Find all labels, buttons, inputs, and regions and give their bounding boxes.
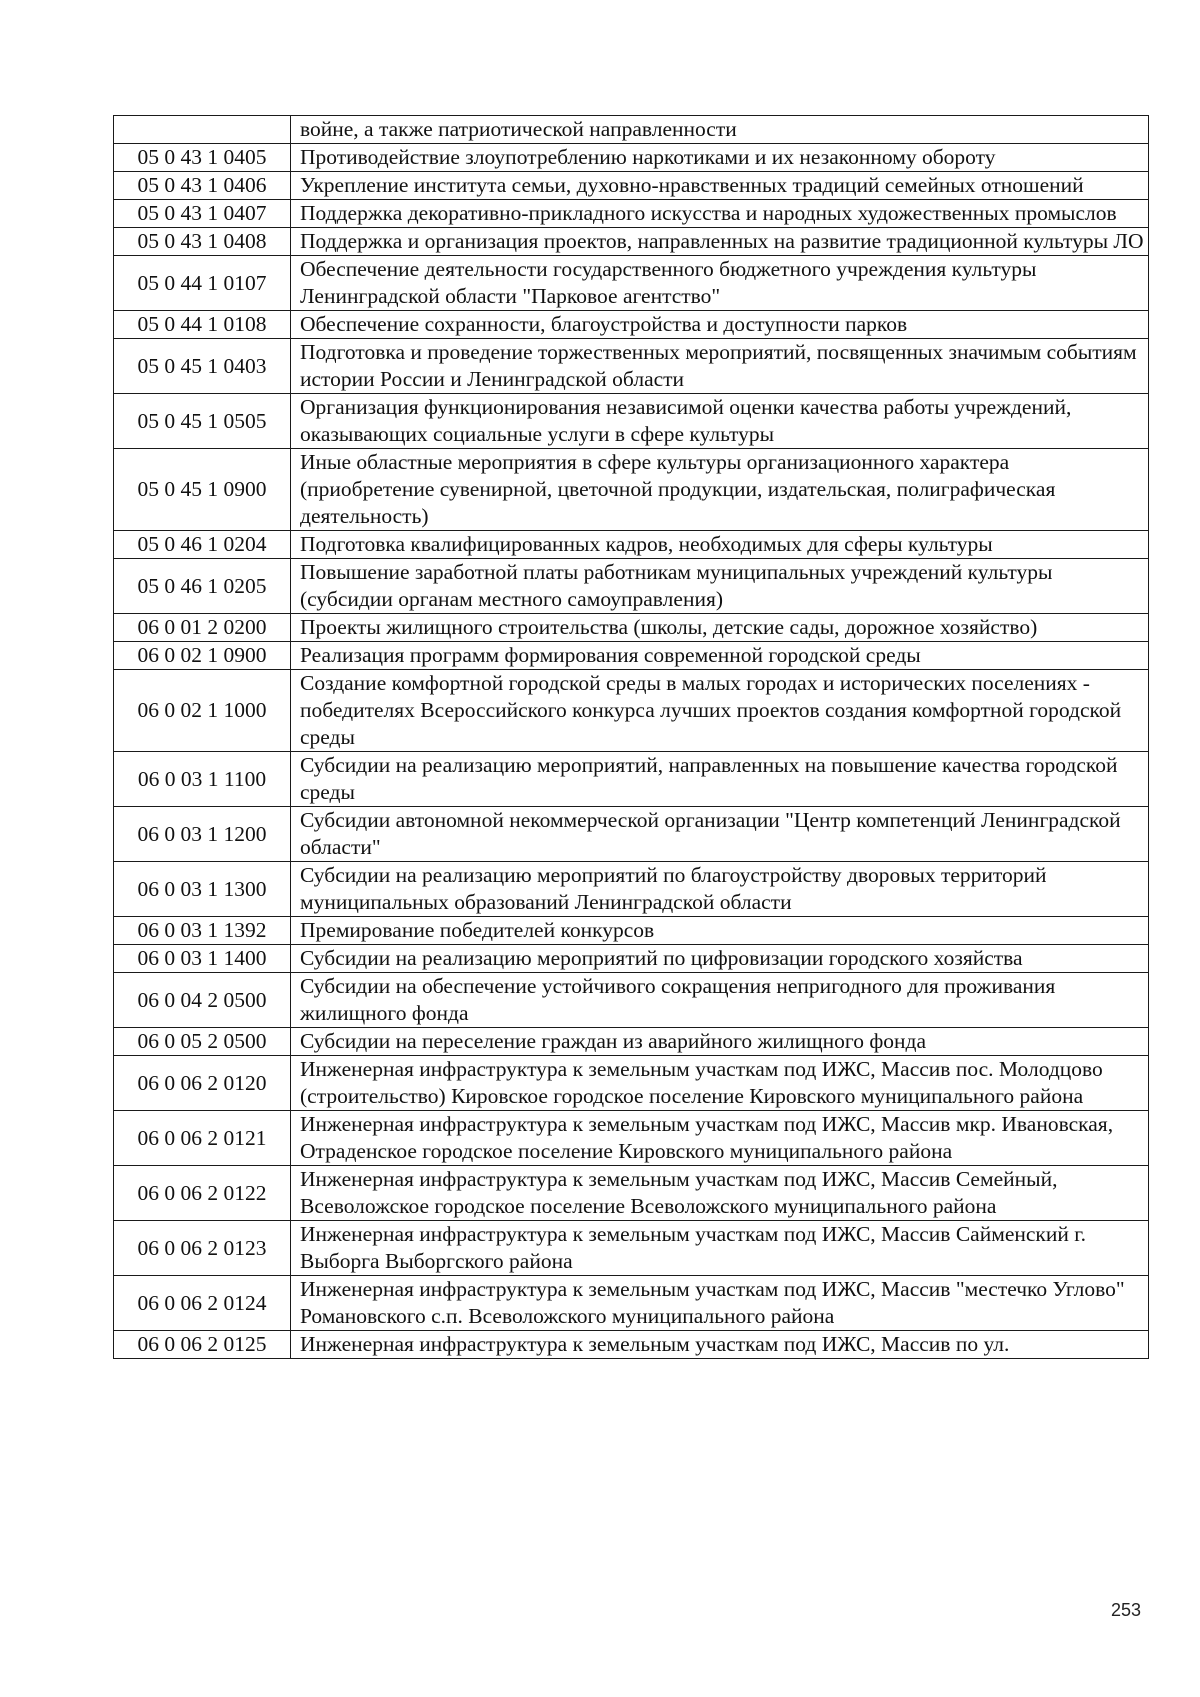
table-row bbox=[114, 945, 1149, 973]
table-row bbox=[114, 311, 1149, 339]
table-row bbox=[114, 973, 1149, 1028]
description-cell: Инженерная инфраструктура к земельным участкам под ИЖС, Массив пос. Молодцово (строительство) Кировское городское поселение Кировского муниципального района bbox=[291, 1056, 1149, 1111]
table-row bbox=[114, 917, 1149, 945]
classification-code-cell: 05 0 43 1 0408 bbox=[114, 228, 291, 256]
classification-code-cell: 06 0 03 1 1100 bbox=[114, 752, 291, 807]
classification-code-cell: 05 0 45 1 0900 bbox=[114, 449, 291, 531]
classification-code-cell: 05 0 45 1 0505 bbox=[114, 394, 291, 449]
description-cell: Создание комфортной городской среды в малых городах и исторических поселениях - победителях Всероссийского конкурса лучших проектов создания комфортной городской среды bbox=[291, 670, 1149, 752]
table-row bbox=[114, 200, 1149, 228]
table-row bbox=[114, 144, 1149, 172]
description-cell: Субсидии на переселение граждан из аварийного жилищного фонда bbox=[291, 1028, 1149, 1056]
classification-code-cell: 05 0 43 1 0405 bbox=[114, 144, 291, 172]
classification-code-cell: 05 0 43 1 0407 bbox=[114, 200, 291, 228]
description-cell: Инженерная инфраструктура к земельным участкам под ИЖС, Массив по ул. bbox=[291, 1331, 1149, 1359]
description-cell: Проекты жилищного строительства (школы, детские сады, дорожное хозяйство) bbox=[291, 614, 1149, 642]
description-cell: Инженерная инфраструктура к земельным участкам под ИЖС, Массив мкр. Ивановская, Отраденское городское поселение Кировского муниципального района bbox=[291, 1111, 1149, 1166]
description-cell: Организация функционирования независимой оценки качества работы учреждений, оказывающих социальные услуги в сфере культуры bbox=[291, 394, 1149, 449]
classification-code-cell: 05 0 46 1 0205 bbox=[114, 559, 291, 614]
table-row bbox=[114, 559, 1149, 614]
classification-code-cell: 06 0 06 2 0121 bbox=[114, 1111, 291, 1166]
classification-code-cell: 06 0 06 2 0123 bbox=[114, 1221, 291, 1276]
description-cell: Подготовка и проведение торжественных мероприятий, посвященных значимым событиям истории России и Ленинградской области bbox=[291, 339, 1149, 394]
table-row bbox=[114, 1331, 1149, 1359]
classification-code-cell: 06 0 02 1 1000 bbox=[114, 670, 291, 752]
classification-code-cell: 05 0 46 1 0204 bbox=[114, 531, 291, 559]
table-row bbox=[114, 116, 1149, 144]
description-cell: Субсидии на реализацию мероприятий по благоустройству дворовых территорий муниципальных образований Ленинградской области bbox=[291, 862, 1149, 917]
description-cell: Субсидии на реализацию мероприятий по цифровизации городского хозяйства bbox=[291, 945, 1149, 973]
table-row bbox=[114, 339, 1149, 394]
table-row bbox=[114, 256, 1149, 311]
classification-code-cell: 06 0 03 1 1200 bbox=[114, 807, 291, 862]
description-cell: Иные областные мероприятия в сфере культуры организационного характера (приобретение сувенирной, цветочной продукции, издательская, полиграфическая деятельность) bbox=[291, 449, 1149, 531]
table-row bbox=[114, 862, 1149, 917]
classification-code-cell: 06 0 06 2 0122 bbox=[114, 1166, 291, 1221]
classification-code-cell: 06 0 04 2 0500 bbox=[114, 973, 291, 1028]
classification-code-cell: 06 0 06 2 0120 bbox=[114, 1056, 291, 1111]
budget-code-table bbox=[113, 115, 1149, 1359]
table-row bbox=[114, 752, 1149, 807]
table-row bbox=[114, 1166, 1149, 1221]
table-row bbox=[114, 394, 1149, 449]
classification-code-cell: 06 0 01 2 0200 bbox=[114, 614, 291, 642]
classification-code-cell bbox=[114, 116, 291, 144]
classification-code-cell: 06 0 03 1 1392 bbox=[114, 917, 291, 945]
description-cell: Подготовка квалифицированных кадров, необходимых для сферы культуры bbox=[291, 531, 1149, 559]
classification-code-cell: 06 0 03 1 1400 bbox=[114, 945, 291, 973]
table-row bbox=[114, 449, 1149, 531]
description-cell: Реализация программ формирования современной городской среды bbox=[291, 642, 1149, 670]
classification-code-cell: 06 0 06 2 0124 bbox=[114, 1276, 291, 1331]
description-cell: Премирование победителей конкурсов bbox=[291, 917, 1149, 945]
description-cell: Поддержка и организация проектов, направленных на развитие традиционной культуры ЛО bbox=[291, 228, 1149, 256]
classification-code-cell: 05 0 44 1 0107 bbox=[114, 256, 291, 311]
description-cell: Субсидии автономной некоммерческой организации "Центр компетенций Ленинградской области" bbox=[291, 807, 1149, 862]
page-number: 253 bbox=[1110, 1600, 1141, 1620]
classification-code-cell: 05 0 45 1 0403 bbox=[114, 339, 291, 394]
table-row bbox=[114, 642, 1149, 670]
table-row bbox=[114, 807, 1149, 862]
classification-code-cell: 06 0 02 1 0900 bbox=[114, 642, 291, 670]
description-cell: Инженерная инфраструктура к земельным участкам под ИЖС, Массив Семейный, Всеволожское городское поселение Всеволожского муниципального района bbox=[291, 1166, 1149, 1221]
classification-code-cell: 05 0 43 1 0406 bbox=[114, 172, 291, 200]
table-row bbox=[114, 531, 1149, 559]
table-row bbox=[114, 614, 1149, 642]
table-row bbox=[114, 670, 1149, 752]
description-cell: Обеспечение деятельности государственного бюджетного учреждения культуры Ленинградской области "Парковое агентство" bbox=[291, 256, 1149, 311]
description-cell: Поддержка декоративно-прикладного искусства и народных художественных промыслов bbox=[291, 200, 1149, 228]
description-cell: Обеспечение сохранности, благоустройства и доступности парков bbox=[291, 311, 1149, 339]
description-cell: войне, а также патриотической направленности bbox=[291, 116, 1149, 144]
classification-code-cell: 06 0 03 1 1300 bbox=[114, 862, 291, 917]
classification-code-cell: 06 0 05 2 0500 bbox=[114, 1028, 291, 1056]
description-cell: Инженерная инфраструктура к земельным участкам под ИЖС, Массив "местечко Углово" Романовского с.п. Всеволожского муниципального района bbox=[291, 1276, 1149, 1331]
description-cell: Субсидии на обеспечение устойчивого сокращения непригодного для проживания жилищного фонда bbox=[291, 973, 1149, 1028]
table-row bbox=[114, 228, 1149, 256]
description-cell: Субсидии на реализацию мероприятий, направленных на повышение качества городской среды bbox=[291, 752, 1149, 807]
description-cell: Инженерная инфраструктура к земельным участкам под ИЖС, Массив Сайменский г. Выборга Выборгского района bbox=[291, 1221, 1149, 1276]
description-cell: Повышение заработной платы работникам муниципальных учреждений культуры (субсидии органам местного самоуправления) bbox=[291, 559, 1149, 614]
description-cell: Укрепление института семьи, духовно-нравственных традиций семейных отношений bbox=[291, 172, 1149, 200]
table-row bbox=[114, 1221, 1149, 1276]
table-body bbox=[114, 116, 1149, 1359]
table-row bbox=[114, 1111, 1149, 1166]
table-row bbox=[114, 1056, 1149, 1111]
description-cell: Противодействие злоупотреблению наркотиками и их незаконному обороту bbox=[291, 144, 1149, 172]
table-row bbox=[114, 172, 1149, 200]
classification-code-cell: 06 0 06 2 0125 bbox=[114, 1331, 291, 1359]
table-row bbox=[114, 1276, 1149, 1331]
table-row bbox=[114, 1028, 1149, 1056]
classification-code-cell: 05 0 44 1 0108 bbox=[114, 311, 291, 339]
